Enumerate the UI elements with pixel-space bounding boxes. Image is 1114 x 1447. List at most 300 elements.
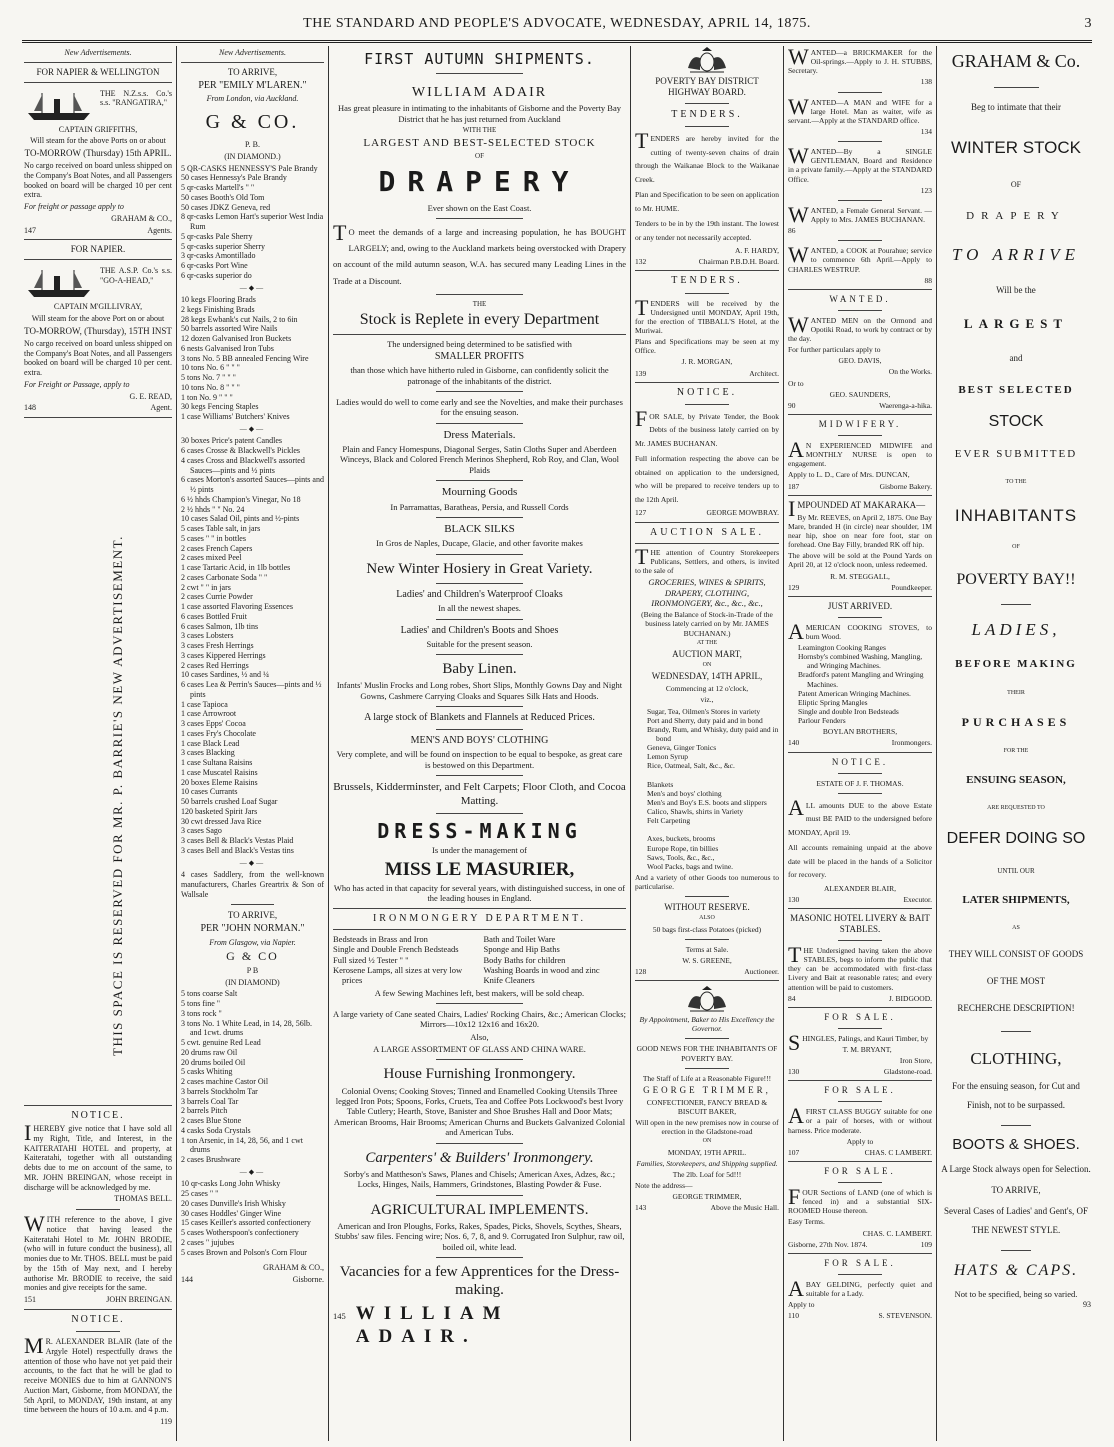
list-item: Sponge and Hip Baths [483, 944, 560, 955]
carpets-text: Brussels, Kidderminster, and Felt Carpets; Floor Cloth, and Cocoa Matting. [333, 781, 626, 807]
captain: CAPTAIN M'GILLIVRAY, [53, 302, 143, 312]
ad-number: 143 [635, 1203, 647, 1213]
ever-submitted: EVER SUBMITTED [954, 447, 1078, 460]
ad-number: 127 [635, 508, 647, 518]
list-item: 10 qr-casks Long John Whisky [181, 1179, 281, 1189]
ad-number: 147 [24, 225, 36, 235]
and-label: and [1009, 352, 1023, 363]
list-item: 120 basketed Spirit Jars [181, 806, 258, 816]
rule [788, 1007, 932, 1008]
list-item: 6 cases Bottled Fruit [181, 611, 247, 621]
masonic-heading: MASONIC HOTEL LIVERY & BAIT STABLES. [790, 913, 930, 934]
role: Architect. [749, 368, 779, 378]
place: Gisborne Bakery. [879, 481, 932, 491]
place: Gladstone-road. [883, 1067, 932, 1077]
rule [76, 1331, 120, 1332]
estate-heading: ESTATE OF J. F. THOMAS. [816, 778, 904, 788]
role: Executor. [903, 894, 932, 904]
best-selected: BEST SELECTED [958, 383, 1074, 396]
notice-signature: THOMAS BELL. [114, 1194, 172, 1204]
rule [436, 73, 524, 74]
list-item: 10 cases Currants [181, 787, 238, 797]
notice-signature: JOHN BREINGAN. [106, 1295, 172, 1305]
list-item: Parlour Fenders [798, 716, 846, 726]
cloaks-heading: Ladies' and Children's Waterproof Cloaks [396, 588, 563, 600]
sale-heading: FOR SALE. [824, 1011, 896, 1022]
list-item: Europe Rope, tin billies [647, 843, 719, 853]
list-item: 50 cases Booth's Old Tom [181, 192, 265, 202]
ad-number: 107 [788, 1147, 800, 1157]
notice-text: FOR SALE, by Private Tender, the Book Debts of the business lately carried on by Mr. JAMES BUCHANAN. [635, 405, 779, 448]
wanted-ad: WANTED—A MAN and WIFE for a large Hotel. Man as waiter, wife as servant.—Apply at the STANDARD office. [788, 93, 932, 125]
auction-text: And a variety of other Goods too numerous to particularise. [635, 873, 779, 892]
at-label: AT THE [696, 639, 718, 646]
rule [333, 908, 626, 909]
list-item: 28 kegs Ewbank's cut Nails, 2 to 6in [181, 314, 298, 324]
list-item: Body Baths for children [483, 954, 566, 965]
rule [788, 1080, 932, 1081]
rule [788, 752, 932, 753]
rule [181, 62, 324, 63]
list-item: 6 cases Lea & Perrin's Sauces—pints and ½ pints [181, 680, 322, 699]
auction-mart: AUCTION MART, [672, 648, 742, 659]
list-item: 3 cases Epps' Cocoa [181, 719, 246, 729]
ladies: LADIES, [971, 619, 1061, 639]
rule [838, 92, 881, 93]
wanted-heading: WANTED. [829, 293, 891, 304]
staff-of-life: The Staff of Life at a Reasonable Figure!!! [642, 1073, 772, 1083]
rule [788, 289, 932, 290]
list-item: 5 casks Whiting [181, 1067, 233, 1077]
rule [24, 239, 172, 240]
list-item: 2 cases Brushware [181, 1155, 241, 1165]
families: Families, Storekeepers, and Shipping supplied. [636, 1158, 778, 1168]
rule [635, 382, 779, 383]
list-item: 20 drums raw Oil [181, 1047, 238, 1057]
list-item: 6 cases Morton's assorted Sauces—pints and ½ pints [181, 475, 324, 495]
ad-number: 148 [24, 403, 36, 413]
list-item: 3 barrels Coal Tar [181, 1096, 239, 1106]
rule [838, 435, 881, 436]
list-item: Single and double Iron Bedsteads [798, 707, 899, 717]
sale-text: AFIRST CLASS BUGGY suitable for one or a pair of horses, with or without harness. Price moderate. [788, 1103, 932, 1135]
list-item: 1 case Tapioca [181, 699, 228, 709]
signature: W. S. GREENE, [682, 955, 732, 965]
rule [685, 103, 728, 104]
list-item: 6 nests Galvanised Iron Tubs [181, 343, 274, 353]
rule [436, 391, 524, 392]
largest: LARGEST [963, 316, 1069, 332]
beg-text: Beg to intimate that their [971, 101, 1061, 112]
loaf-price: The 2lb. Loaf for 5d!!! [672, 1169, 742, 1179]
sailing-date: TO-MORROW, (Thursday), 15TH INST [24, 325, 172, 336]
rule [838, 940, 881, 941]
agent-label: Agents. [147, 225, 172, 235]
rule [838, 793, 881, 794]
rule [788, 414, 932, 415]
ad-number: 123 [920, 185, 932, 195]
list-item: 50 cases JDKZ Geneva, red [181, 202, 271, 212]
wanted-ad: WANTED MEN on the Ormond and Opotiki Road, to work by contract or by the day. [788, 311, 932, 344]
list-item: 50 barrels crushed Loaf Sugar [181, 797, 278, 807]
without-reserve: WITHOUT RESERVE. [664, 902, 750, 913]
list-item: 30 kegs Fencing Staples [181, 402, 259, 412]
masthead [0, 16, 1114, 36]
column-5 [788, 46, 932, 1441]
reserved-space-text: THIS SPACE IS RESERVED FOR MR. P. BARRIE'S NEW ADVERTISEMENT. [110, 535, 125, 1056]
list-item: 2 cases Currie Powder [181, 592, 253, 602]
list-item: Bedsteads in Brass and Iron [333, 933, 428, 944]
list-item: 2 ½ hhds " " No. 24 [181, 504, 245, 514]
wanted-ad: For further particulars apply to [788, 345, 881, 355]
potatoes: 50 bags first-class Potatoes (picked) [652, 924, 762, 934]
rule [436, 517, 524, 518]
rule [76, 1209, 120, 1210]
rule [231, 904, 274, 905]
list-item: 15 cases Keiller's assorted confectionery [181, 1218, 311, 1228]
house-body: Colonial Ovens; Cooking Stoves; Tinned and Enamelled Cooking Utensils Three legged Iron Pots; Spoons, Forks, Cruets, Tea and Coffee Pots Lockwood's best Ivory Table Cutlery; Hearth, Stove, Banister and Shoe Brushes Hall and Door Mats; American Brooms, Hair Brooms; American Churns and Buckets Galvanized Colonial and American Tubs. [333, 1085, 626, 1138]
baby-body: Infants' Muslin Frocks and Long robes, Short Slips, Monthly Gowns Day and Night Gowns, Cashmere Carrying Cloaks and Squares Silk Hats and Hoods. [336, 680, 623, 701]
impound-text: By Mr. REEVES, on April 2, 1875. One Bay Mare, branded H (in circle) near shoulder, 1M near hip, shoe on near fore foot, star on forehead. One Bay Filly, branded RK off hip. [788, 512, 932, 550]
royal-crest-icon [684, 46, 730, 74]
ad-number: 132 [635, 257, 647, 267]
agent-name: G. E. READ, [129, 391, 172, 401]
sale-text: ABAY GELDING, perfectly quiet and suitable for a Lady. [788, 1275, 932, 1301]
notice-text: Full information respecting the above can be obtained on application to the undersigned, who will be prepared to receive tenders up to the 12th April. [635, 454, 779, 504]
boots-text: A Large Stock always open for Selection. [941, 1164, 1091, 1175]
list-item: 3 cases Blacking [181, 748, 235, 758]
sale-terms: Easy Terms. [788, 1217, 825, 1227]
impound-text: The above will be sold at the Pound Yards on April 20, at 12 o'clock noon, unless redeemed. [788, 551, 932, 570]
role: Poundkeeper. [891, 582, 932, 592]
place: On the Works. [888, 367, 932, 377]
rule [635, 522, 779, 523]
boots-sub: Suitable for the present season. [426, 638, 533, 649]
rule [24, 259, 172, 260]
carpenters-body: Sorby's and Mattheson's Saws, Planes and Chisels; American Axes, Adzes, &c.; Locks, Hinges, Nails, Hammers, Grindstones, Blasting Powder & Fuse. [343, 1168, 616, 1190]
rule [788, 495, 932, 496]
rule [838, 1182, 881, 1183]
viz-label: viz., [700, 695, 714, 705]
section-header: New Advertisements. [64, 48, 132, 57]
will-be: Will be the [996, 285, 1036, 295]
list-item: 10 cases Sardines, ½ and ¼ [181, 670, 269, 680]
ad-number: 144 [181, 1275, 193, 1285]
notice-title: NOTICE. [71, 1313, 125, 1325]
list-item: 5 tons coarse Salt [181, 989, 238, 999]
ad-number: 139 [635, 368, 647, 378]
saddlery-item: 4 cases Saddlery, from the well-known manufacturers, Charles Greartrix & Son of Wallsale [181, 870, 324, 899]
winter-stock: WINTER STOCK [950, 137, 1082, 157]
agent-label: Agent. [150, 403, 172, 413]
rule [685, 939, 728, 940]
the-label: THE [472, 299, 487, 308]
list-item: Patent American Wringing Machines. [798, 688, 911, 698]
list-item: 4 casks Soda Crystals [181, 1125, 251, 1135]
or-to: Or to [788, 378, 804, 388]
to-arrive: TO ARRIVE, [227, 910, 278, 921]
list-item: Men's and Boy's E.S. boots and slippers [647, 797, 767, 807]
list-item: 30 cases Hoddles' Ginger Wine [181, 1208, 282, 1218]
ad-number: 110 [788, 1311, 799, 1321]
ship-per: PER "JOHN NORMAN." [200, 923, 305, 935]
list-item: 12 dozen Galvanised Iron Buckets [181, 334, 292, 344]
estate-text: All accounts remaining unpaid at the above date will be placed in the hands of a Solicitor for recovery. [788, 843, 932, 880]
signature: BOYLAN BROTHERS, [822, 727, 898, 737]
list-item: Blankets [647, 779, 674, 789]
their: THEIR [1007, 689, 1025, 696]
ad-title: FIRST AUTUMN SHIPMENTS. [364, 50, 595, 68]
rule [838, 617, 881, 618]
mark-pb: P. B. [245, 140, 260, 150]
freight-note: For freight or passage apply to [24, 202, 124, 212]
steamship-icon [24, 266, 94, 300]
place: Above the Music Hall. [710, 1203, 779, 1213]
column-3 [333, 46, 626, 1441]
ornament-divider: —◆— [239, 424, 266, 433]
ornament-divider: —◆— [239, 858, 266, 867]
stock: STOCK [988, 412, 1044, 430]
rule [1001, 1250, 1031, 1251]
notice-body: IHEREBY give notice that I have sold all my Right, Title, and Interest, in the KAITERATAHI HOTEL and property, at Kaiteratahi, together with all outstanding debts due to me on account of the same, to MR. JOHN BREINGAN, whose receipt in discharge will be acknowledged by me. [24, 1120, 172, 1192]
list-item: 1 case Muscatel Raisins [181, 767, 258, 777]
mens-heading: MEN'S AND BOYS' CLOTHING [410, 735, 549, 747]
sailing-note: Will steam for the above Port on or about [31, 314, 165, 324]
ad-number: 119 [160, 1417, 172, 1427]
dress-body: Plain and Fancy Homespuns, Diagonal Serges, Satin Cloths Super and Aberdeen Winceys, Black and Colored French Merinos Shepherd, Rob Roy, and Clan, Wool Plaids [340, 444, 619, 475]
of-label: OF [1012, 544, 1020, 550]
address-note: Note the address— [635, 1181, 693, 1191]
rule [436, 554, 524, 555]
list-item: Axes, buckets, brooms [647, 834, 716, 844]
list-item: 3 qr-casks Amontillado [181, 251, 256, 261]
rule [333, 334, 626, 335]
patronage-text: than those which have hitherto ruled in Gisborne, can confidently solicit the patronage of the inhabitants of the district. [350, 365, 609, 386]
rule [436, 583, 524, 584]
rule [24, 82, 172, 83]
blankets-text: A large stock of Blankets and Flannels at Reduced Prices. [364, 712, 595, 724]
list-item: Full sized ½ Tester " " [333, 954, 409, 965]
rule [24, 62, 172, 63]
list-item: 20 boxes Eleme Raisins [181, 777, 258, 787]
agent-name: GRAHAM & CO., [111, 213, 172, 223]
midwifery-text: AN EXPERIENCED MIDWIFE and MONTHLY NURSE is open to engagement. [788, 437, 932, 469]
list-item: Single and Double French Bedsteads [333, 944, 459, 955]
list-item: Knife Cleaners [483, 975, 535, 986]
royal-crest-icon [684, 985, 730, 1013]
are-requested: ARE REQUESTED TO [987, 805, 1045, 812]
terms: Terms at Sale. [685, 944, 729, 954]
list-item: 5 qr-casks Martell's " " [181, 183, 255, 193]
list-item: 3 barrels Stockholm Tar [181, 1086, 258, 1096]
signature: GEORGE MOWBRAY. [706, 508, 779, 518]
freight-note: For Freight or Passage, apply to [24, 379, 130, 389]
list-item: Hornsby's combined Washing, Mangling, and Wringing Machines. [798, 652, 923, 671]
tender-text: Plans and Specifications may be seen at my Office. [635, 337, 779, 356]
cargo-note: No cargo received on board unless shipped on the Company's Boat Notes, and all Passengers booked on board will be charged 10 per cent. extra. [24, 338, 172, 378]
baker-name: GEORGE TRIMMER, [643, 1084, 771, 1095]
ship-from: From Glasgow, via Napier. [209, 937, 296, 947]
ensuing-season: ENSUING SEASON, [966, 773, 1066, 786]
ship-name: THE A.S.P. Co.'s s.s. "GO-A-HEAD," [100, 266, 172, 286]
ornament-divider: —◆— [239, 1167, 266, 1176]
list-item: 30 boxes Price's patent Candles [181, 436, 282, 446]
signature: CHAS. C LAMBERT. [864, 1147, 932, 1157]
rule [333, 929, 626, 930]
place: Gisborne. [292, 1275, 324, 1285]
list-item: 1 ton Arsenic, in 14, 28, 56, and 1 cwt drums [181, 1135, 303, 1155]
rule [788, 596, 932, 597]
purchases: PURCHASES [961, 715, 1071, 729]
list-item: Kerosene Lamps, all sizes at very low prices [333, 964, 463, 986]
miss-le-masurier: MISS LE MASURIER, [384, 858, 575, 880]
mark-diamond: (IN DIAMOND) [225, 977, 280, 987]
before-making: BEFORE MAKING [955, 657, 1077, 670]
signature: J. R. MORGAN, [681, 357, 733, 367]
auction-date: WEDNESDAY, 14TH APRIL, [651, 671, 763, 682]
column-divider [783, 46, 784, 1441]
ornament-divider: —◆— [239, 283, 266, 292]
list-item: Bath and Toilet Ware [483, 933, 556, 944]
on-label: ON [702, 661, 712, 668]
signature: WILLIAM ADAIR. [355, 1302, 510, 1347]
auction-time: Commencing at 12 o'clock, [665, 684, 749, 694]
signature: GEO. SAUNDERS, [829, 389, 891, 399]
hosiery-heading: New Winter Hosiery in Great Variety. [366, 560, 593, 577]
column-1 [24, 46, 172, 1441]
miss-body: Who has acted in that capacity for several years, with distinguished success, in one of the leading houses in England. [333, 882, 626, 904]
for-the: FOR THE [1003, 748, 1029, 754]
route-heading: FOR NAPIER & WELLINGTON [36, 66, 160, 77]
ladies-text: Ladies would do well to come early and see the Novelties, and make their purchases for the ensuing season. [336, 396, 623, 418]
notice-body: MR. ALEXANDER BLAIR (late of the Argyle Hotel) respectfully draws the attention of those who have not yet paid their accounts, to the fact that he will be glad to receive MONIES due to him at GANNON'S Auction Mart, Gisborne, from MONDAY, the 5th April, to MONDAY, 19th instant, at any time between the hours of 10 a.m. and 4 p.m. [24, 1333, 172, 1415]
merchant-name: WILLIAM ADAIR [411, 85, 548, 101]
masonic-text: THE Undersigned having taken the above STABLES, begs to inform the public that they can be accommodated with first-class Livery and Bait at reasonable rates; and every attention will be paid to customers. [788, 941, 932, 992]
list-item: 1 ton No. 9 " " " [181, 392, 233, 402]
signature: CHAS. C. LAMBERT. [862, 1228, 932, 1238]
agricultural-heading: AGRICULTURAL IMPLEMENTS. [370, 1201, 589, 1218]
route-heading: FOR NAPIER. [70, 244, 126, 255]
rule [1001, 1031, 1031, 1032]
to-the: TO THE [1005, 479, 1027, 486]
most-text: OF THE MOST [986, 976, 1046, 986]
signature: T. M. BRYANT, [842, 1044, 892, 1054]
rule [436, 775, 524, 776]
list-item: 50 barrels assorted Wire Nails [181, 324, 278, 334]
sailing-note: Will steam for the above Ports on or about [30, 136, 166, 146]
rule [436, 1257, 524, 1258]
list-item: 5 qr-casks Pale Sherry [181, 231, 253, 241]
also-text: Also, [470, 1031, 489, 1042]
signature: GEO. DAVIS, [838, 356, 882, 366]
mourning-body: In Parramattas, Baratheas, Persia, and Russell Cords [390, 501, 569, 512]
spirits-list [181, 164, 324, 281]
ad-number: 140 [788, 738, 800, 748]
rule [436, 1195, 524, 1196]
graham-title: GRAHAM & Co. [951, 51, 1081, 71]
masthead-title: THE STANDARD AND PEOPLE'S ADVOCATE, WEDNESDAY, APRIL 14, 1875. [303, 16, 811, 31]
rule [838, 773, 881, 774]
board-name: POVERTY BAY DISTRICT HIGHWAY BOARD. [655, 76, 759, 97]
rule [838, 1274, 881, 1275]
rule [838, 141, 881, 142]
boots-shoes: BOOTS & SHOES. [952, 1135, 1080, 1153]
notice-heading: NOTICE. [676, 386, 738, 398]
column-divider [936, 46, 937, 1441]
list-item: 2 barrels Pitch [181, 1106, 228, 1116]
rule [685, 1068, 728, 1069]
tender-text: TENDERS will be received by the Undersigned until MONDAY, April 19th, for the erection of TIBBALL'S Hotel, at the Muriwai. [635, 294, 779, 336]
list-item: 5 cases Wotherspoon's confectionery [181, 1228, 299, 1238]
rule [436, 729, 524, 730]
ad-number: 187 [788, 481, 800, 491]
steamship-icon [24, 89, 94, 123]
midwifery-heading: MIDWIFERY. [818, 419, 902, 430]
paragraph: TO meet the demands of a large and increasing population, he has BOUGHT LARGELY; and, owing to the Auckland markets being overstocked with Drapery on account of the mild autumn season, W.A. has secured many Leading Lines in the Trade at a Discount. [333, 220, 626, 286]
apply-to: Apply to [788, 1300, 815, 1310]
list-item: 1 cases Fry's Chocolate [181, 728, 256, 738]
silks-heading: BLACK SILKS [444, 522, 515, 535]
list-item: 1 case Black Lead [181, 738, 240, 748]
ironmongery-list-left [333, 934, 476, 986]
ad-number: 130 [788, 894, 800, 904]
ad-number: 93 [1083, 1299, 1091, 1309]
list-item: 8 qr-casks Lemon Hart's superior West India Rum [181, 212, 324, 232]
list-item: 5 cases Table salt, in jars [181, 524, 261, 534]
rule [994, 87, 1039, 88]
list-item: 1 case Tartaric Acid, in 1lb bottles [181, 563, 291, 573]
rule [1001, 1125, 1031, 1126]
tenders-heading: TENDERS. [671, 108, 743, 120]
drapery-heading: DRAPERY [378, 164, 581, 198]
consist-text: THEY WILL CONSIST OF GOODS [948, 948, 1084, 959]
list-item: 30 cwt dressed Java Rice [181, 816, 262, 826]
list-item: 3 tons No. 1 White Lead, in 14, 28, 56lb. and 1cwt. drums [181, 1018, 312, 1038]
list-item: Geneva, Ginger Tonics [647, 743, 717, 753]
house-heading: House Furnishing Ironmongery. [383, 1066, 576, 1083]
ship-from: From London, via Auckland. [206, 93, 299, 103]
list-item: 20 cases Dunville's Irish Whisky [181, 1198, 286, 1208]
list-item: 2 cases " jujubes [181, 1237, 235, 1247]
list-item: 2 cases Blue Stone [181, 1116, 242, 1126]
list-item: 6 qr-casks superior do [181, 270, 252, 280]
sale-heading: FOR SALE. [824, 1165, 896, 1176]
column-4 [635, 46, 779, 1441]
appointment: By Appointment, Baker to His Excellency the Governor. [639, 1015, 775, 1034]
list-item: 25 cases " " [181, 1189, 219, 1199]
list-item: 5 cwt. genuine Red Lead [181, 1038, 261, 1048]
as-label: AS [1012, 925, 1020, 932]
role: Auctioneer. [744, 967, 779, 977]
signature: GEORGE TRIMMER, [672, 1192, 742, 1202]
rule [436, 294, 524, 295]
rule [635, 270, 779, 271]
sale-heading: FOR SALE. [824, 1257, 896, 1268]
list-item: 5 QR-CASKS HENNESSY'S Pale Brandy [181, 163, 318, 173]
tender-text: Tenders to be in by the 19th instant. The lowest or any tender not necessarily accepted. [635, 219, 779, 242]
hats-text: Not to be specified, being so varied. [954, 1289, 1078, 1300]
notice-heading: NOTICE. [831, 756, 889, 767]
inhabitants: INHABITANTS [954, 505, 1078, 525]
rule [436, 1003, 524, 1004]
rule [1001, 604, 1031, 605]
cloaks-sub: In all the newest shapes. [438, 603, 521, 614]
mens-body: Very complete, and will be found on inspection to be equal to bespoke, as great care is bestowed on this Department. [336, 749, 623, 770]
mourning-heading: Mourning Goods [441, 486, 518, 499]
list-item: 2 cases French Capers [181, 543, 253, 553]
oils-list [181, 989, 324, 1165]
place: Waerenga-a-hika. [879, 400, 932, 410]
